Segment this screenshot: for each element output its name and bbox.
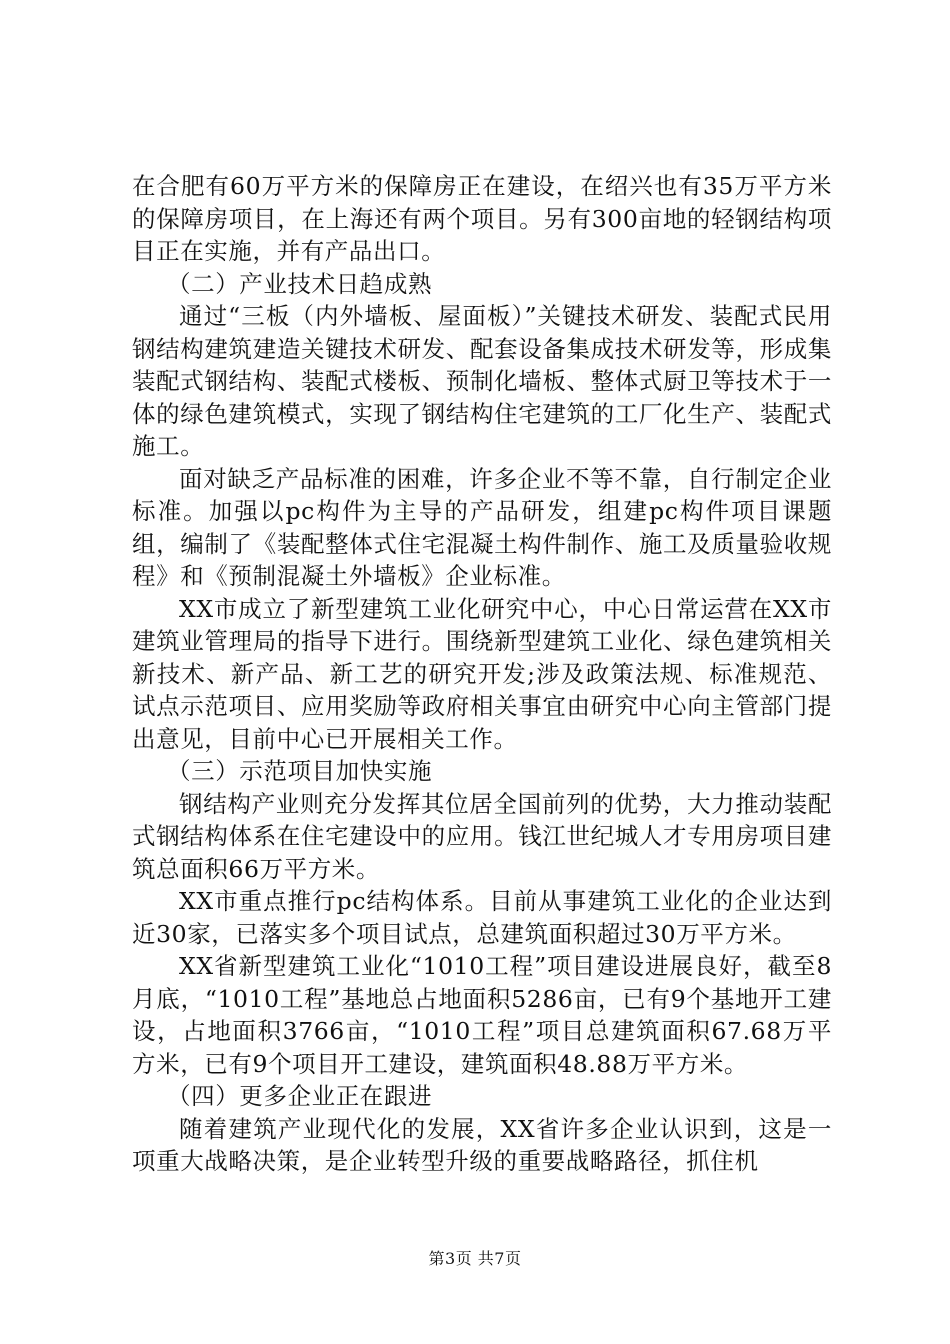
paragraph-1010-project: XX省新型建筑工业化“1010工程”项目建设进展良好，截至8月底，“1010工程”基地总占地面积5286亩，已有9个基地开工建设，占地面积3766亩，“1010工程”项目总建筑面积67.68万平方米，已有9个项目开工建设，建筑面积48.88万平方米。 [132, 952, 832, 1078]
document-body [132, 170, 832, 1178]
paragraph-steel-structure: 钢结构产业则充分发挥其位居全国前列的优势，大力推动装配式钢结构体系在住宅建设中的应用。钱江世纪城人才专用房项目建筑总面积66万平方米。 [132, 789, 832, 883]
paragraph-enterprise-standards: 面对缺乏产品标准的困难，许多企业不等不靠，自行制定企业标准。加强以pc构件为主导的产品研发，组建pc构件项目课题组，编制了《装配整体式住宅混凝土构件制作、施工及质量验收规程》和《预制混凝土外墙板》企业标准。 [132, 464, 832, 590]
section-heading-2: （二）产业技术日趋成熟 [167, 269, 433, 298]
section-heading-3: （三）示范项目加快实施 [167, 757, 433, 785]
paragraph-research-center: XX市成立了新型建筑工业化研究中心，中心日常运营在XX市建筑业管理局的指导下进行。围绕新型建筑工业化、绿色建筑相关新技术、新产品、新工艺的研究开发;涉及政策法规、标准规范、试点示范项目、应用奖励等政府相关事宜由研究中心向主管部门提出意见，目前中心已开展相关工作。 [132, 594, 832, 753]
paragraph-tech-research: 通过“三板（内外墙板、屋面板）”关键技术研发、装配式民用钢结构建筑建造关键技术研发、配套设备集成技术研发等，形成集装配式钢结构、装配式楼板、预制化墙板、整体式厨卫等技术于一体的绿色建筑模式，实现了钢结构住宅建筑的工厂化生产、装配式施工。 [132, 302, 832, 460]
page-footer: 第3页 共7页 [428, 1249, 522, 1268]
paragraph-continuation: 在合肥有60万平方米的保障房正在建设，在绍兴也有35万平方米的保障房项目，在上海还有两个项目。另有300亩地的轻钢结构项目正在实施，并有产品出口。 [132, 172, 832, 265]
paragraph-pc-structure: XX市重点推行pc结构体系。目前从事建筑工业化的企业达到近30家，已落实多个项目试点，总建筑面积超过30万平方米。 [132, 887, 832, 948]
section-heading-4: （四）更多企业正在跟进 [167, 1082, 433, 1110]
paragraph-more-enterprises: 随着建筑产业现代化的发展，XX省许多企业认识到，这是一项重大战略决策，是企业转型升级的重要战略路径，抓住机 [132, 1114, 832, 1175]
